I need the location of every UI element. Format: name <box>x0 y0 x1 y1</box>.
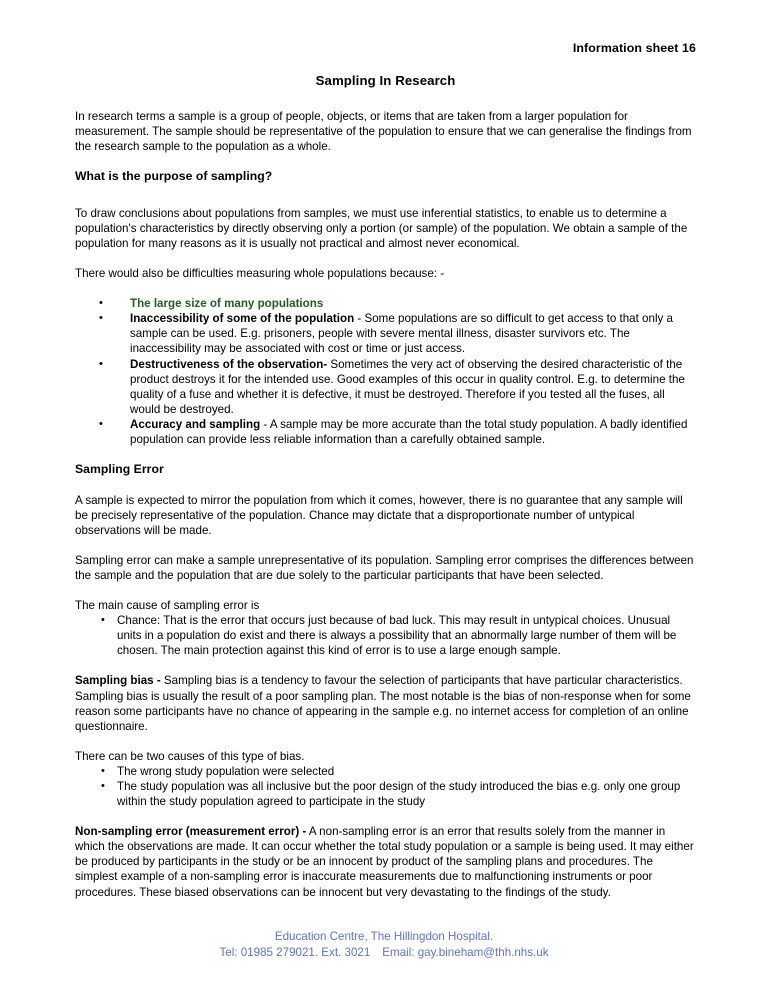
sampling-bias-paragraph <box>75 673 696 733</box>
list-item <box>75 779 696 809</box>
footer-organisation: Education Centre, The Hillingdon Hospital. <box>274 930 494 944</box>
information-sheet-label: Information sheet 16 <box>572 41 696 55</box>
section-heading-sampling-error: Sampling Error <box>75 462 164 477</box>
list-item-text: The wrong study population were selected <box>117 764 335 778</box>
section-heading-purpose: What is the purpose of sampling? <box>75 169 273 184</box>
list-item <box>75 296 696 311</box>
list-item <box>75 613 696 658</box>
sampling-error-paragraph-1: A sample is expected to mirror the population from which it comes, however, there is no guarantee that any sample will be precisely representative of the population. Chance may dictate that a disproportionate number of untypical observations will be made. <box>75 493 683 537</box>
purpose-paragraph-2: There would also be difficulties measuring whole populations because: - <box>75 267 445 281</box>
list-item-text: - Some populations are so difficult to get access to that only a sample can be used. E.g. prisoners, people with severe mental illness, disaster survivors etc. The inaccessibility may be associated with cost or time or just access. <box>130 312 673 356</box>
list-item-text: The study population was all inclusive but the poor design of the study introduced the bias e.g. only one group within the study population agreed to participate in the study <box>117 780 681 809</box>
non-sampling-error-rest: A non-sampling error is an error that results solely from the manner in which the observations are made. It can occur whether the total study population or a sample is being used. It may either be produced by participants in the study or be an innocent by product of the sampling plans and procedures. The simplest example of a non-sampling error is inaccurate measurements due to malfunctioning instruments or poor procedures. These biased observations can be innocent but very devastating to the findings of the study. <box>75 825 694 899</box>
sampling-error-paragraph-3: The main cause of sampling error is <box>75 599 260 613</box>
footer-contact <box>0 945 768 960</box>
list-item <box>75 764 696 779</box>
sampling-error-bullet-list <box>75 613 696 658</box>
page-title: Sampling In Research <box>315 73 456 88</box>
list-item <box>75 357 696 417</box>
list-item-lead: Accuracy and sampling <box>130 417 261 431</box>
purpose-paragraph-1: To draw conclusions about populations from samples, we must use inferential statistics, to enable us to determine a population's characteristics by directly observing only a portion (or sample) of the population. We obtain a sample of the population for many reasons as it is usually not practical and almost never economical. <box>75 206 688 250</box>
list-item-text: - A sample may be more accurate than the total study population. A badly identified population can provide less reliable information than a carefully obtained sample. <box>130 417 688 446</box>
list-item-lead: Inaccessibility of some of the population <box>130 312 355 326</box>
bias-causes-list <box>75 764 696 809</box>
bias-causes-intro: There can be two causes of this type of bias. <box>75 749 305 763</box>
non-sampling-error-paragraph <box>75 824 696 899</box>
footer-email[interactable]: Email: gay.bineham@thh.nhs.uk <box>382 945 549 959</box>
document-content <box>75 0 696 900</box>
list-item-lead: Destructiveness of the observation- <box>130 357 328 371</box>
page-footer <box>0 929 768 960</box>
sampling-bias-rest: Sampling bias is a tendency to favour the selection of participants that have particular characteristics. Sampling bias is usually the result of a poor sampling plan. The most notable is the bias of non-response when for some reason some participants have no chance of appearing in the sample e.g. no internet access for completion of an online questionnaire. <box>75 674 691 733</box>
list-item <box>75 417 696 447</box>
footer-telephone: Tel: 01985 279021. Ext. 3021 <box>219 945 371 959</box>
purpose-bullet-list <box>75 296 696 447</box>
intro-paragraph: In research terms a sample is a group of people, objects, or items that are taken from a larger population for measurement. The sample should be representative of the population to ensure that we can generalise the findings from the research sample to the population as a whole. <box>75 110 692 154</box>
non-sampling-error-lead: Non-sampling error (measurement error) - <box>75 825 307 839</box>
list-item <box>75 311 696 356</box>
list-item-text: Chance: That is the error that occurs just because of bad luck. This may result in untypical choices. Unusual units in a population do exist and there is always a possibility that an abnormally large number of them will be chosen. The main protection against this kind of error is to use a large enough sample. <box>117 614 677 658</box>
sampling-error-paragraph-2: Sampling error can make a sample unrepresentative of its population. Sampling error comprises the differences between the sample and the population that are due solely to the particular participants that have been selected. <box>75 553 694 582</box>
list-item-lead: The large size of many populations <box>130 297 324 311</box>
sampling-bias-lead: Sampling bias - <box>75 674 161 688</box>
list-item-text: Sometimes the very act of observing the desired characteristic of the product destroys it for the intended use. Good examples of this occur in quality control. E.g. to determine the quality of a fuse and whether it is defective, it must be destroyed. Therefore if you tested all the fuses, all would be destroyed. <box>130 357 685 416</box>
